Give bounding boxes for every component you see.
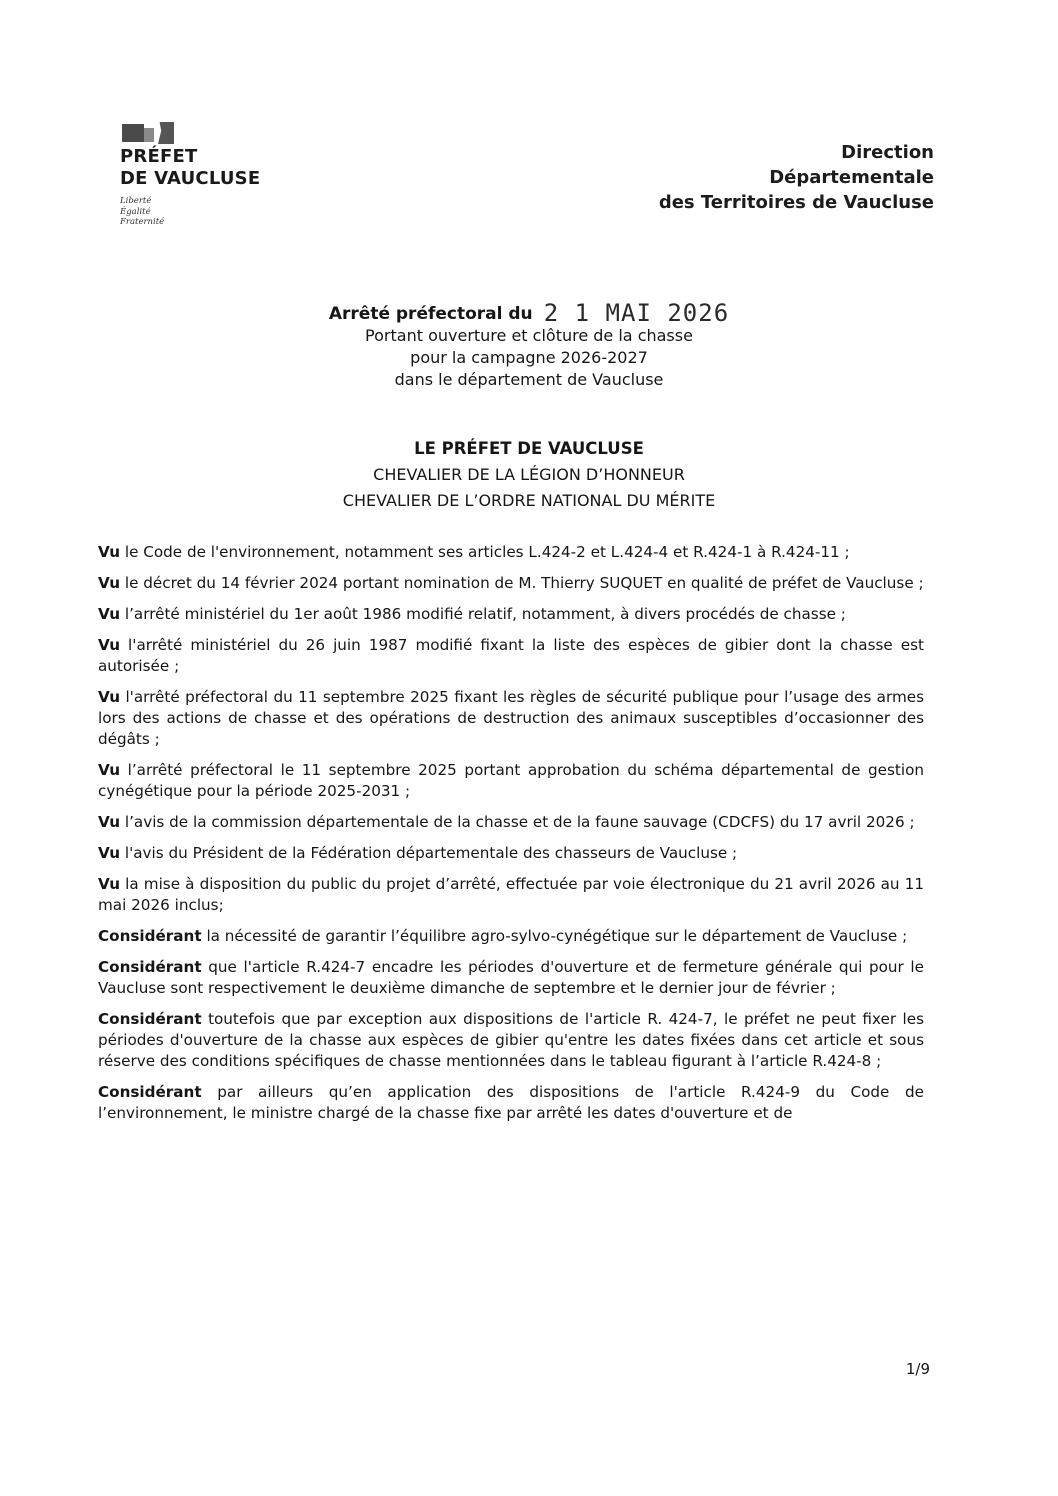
decree-title bbox=[0, 300, 1058, 391]
prefet-honor-line: CHEVALIER DE L’ORDRE NATIONAL DU MÉRITE bbox=[342, 491, 716, 510]
devise-line: Liberté bbox=[120, 196, 152, 206]
clause-text: l'arrêté ministériel du 26 juin 1987 modifié fixant la liste des espèces de gibier dont la chasse est autorisée ; bbox=[98, 636, 924, 675]
prefet-heading bbox=[0, 436, 1058, 514]
title-subline: Portant ouverture et clôture de la chasse bbox=[365, 326, 693, 345]
devise-line: Fraternité bbox=[120, 217, 165, 227]
direction-line: Direction bbox=[841, 142, 934, 163]
preamble-clauses bbox=[98, 542, 924, 1134]
clause-keyword: Vu bbox=[98, 605, 121, 623]
clause-text: le Code de l'environnement, notamment ses articles L.424-2 et L.424-4 et R.424-1 à R.424-11 ; bbox=[120, 543, 850, 561]
clause-keyword: Vu bbox=[98, 636, 121, 654]
clause-text: l’arrêté ministériel du 1er août 1986 modifié relatif, notamment, à divers procédés de chasse ; bbox=[120, 605, 846, 623]
clause-keyword: Vu bbox=[98, 813, 121, 831]
marianne-emblem-icon bbox=[120, 122, 178, 146]
clause bbox=[98, 604, 924, 625]
page-number: 1/9 bbox=[905, 1360, 930, 1378]
devise-line: Égalité bbox=[120, 206, 151, 217]
clause bbox=[98, 843, 924, 864]
logo-line-2: DE VAUCLUSE bbox=[120, 168, 261, 189]
clause bbox=[98, 812, 924, 833]
clause-keyword: Considérant bbox=[98, 1010, 202, 1028]
clause-keyword: Vu bbox=[98, 844, 121, 862]
clause bbox=[98, 1009, 924, 1072]
clause bbox=[98, 926, 924, 947]
clause-text: que l'article R.424-7 encadre les périodes d'ouverture et de fermeture générale qui pour le Vaucluse sont respectivement le deuxième dimanche de septembre et le dernier jour de février ; bbox=[98, 958, 924, 997]
prefet-logo bbox=[120, 122, 320, 228]
clause-keyword: Considérant bbox=[98, 1083, 202, 1101]
clause-text: par ailleurs qu’en application des dispositions de l'article R.424-9 du Code de l’environnement, le ministre chargé de la chasse fixe par arrêté les dates d'ouverture et de bbox=[98, 1083, 924, 1122]
title-subline: pour la campagne 2026-2027 bbox=[410, 348, 648, 367]
clause bbox=[98, 957, 924, 999]
clause bbox=[98, 1082, 924, 1124]
clause bbox=[98, 542, 924, 563]
clause-text: l’avis de la commission départementale de la chasse et de la faune sauvage (CDCFS) du 17 avril 2026 ; bbox=[120, 813, 915, 831]
clause-keyword: Vu bbox=[98, 688, 121, 706]
direction-line: des Territoires de Vaucluse bbox=[658, 192, 934, 213]
clause-keyword: Considérant bbox=[98, 958, 202, 976]
direction-line: Départementale bbox=[769, 167, 934, 188]
clause bbox=[98, 635, 924, 677]
title-main: Arrêté préfectoral du bbox=[328, 304, 533, 324]
clause-keyword: Considérant bbox=[98, 927, 202, 945]
clause-text: la mise à disposition du public du projet d’arrêté, effectuée par voie électronique du 21 avril 2026 au 11 mai 2026 inclus; bbox=[98, 875, 924, 914]
devise bbox=[120, 196, 320, 228]
title-subline: dans le département de Vaucluse bbox=[394, 370, 664, 389]
clause-text: l'arrêté préfectoral du 11 septembre 2025 fixant les règles de sécurité publique pour l’usage des armes lors des actions de chasse et des opérations de destruction des animaux susceptibles d’occasionner des dégâts ; bbox=[98, 688, 924, 748]
clause-text: l’arrêté préfectoral le 11 septembre 2025 portant approbation du schéma départemental de gestion cynégétique pour la période 2025-2031 ; bbox=[98, 761, 924, 800]
logo-line-1: PRÉFET bbox=[120, 146, 198, 167]
clause-keyword: Vu bbox=[98, 875, 121, 893]
issuing-direction bbox=[659, 140, 934, 215]
clause-text: toutefois que par exception aux dispositions de l'article R. 424-7, le préfet ne peut fixer les périodes d'ouverture de la chasse aux espèces de gibier qu'entre les dates fixées dans cet article et sous réserve des conditions spécifiques de chasse mentionnées dans le tableau figurant à l’article R.424-8 ; bbox=[98, 1010, 924, 1070]
prefet-heading-main: LE PRÉFET DE VAUCLUSE bbox=[414, 439, 644, 458]
clause-text: la nécessité de garantir l’équilibre agro-sylvo-cynégétique sur le département de Vaucluse ; bbox=[201, 927, 908, 945]
clause bbox=[98, 687, 924, 750]
clause-keyword: Vu bbox=[98, 543, 121, 561]
clause-text: le décret du 14 février 2024 portant nomination de M. Thierry SUQUET en qualité de préfet de Vaucluse ; bbox=[120, 574, 924, 592]
clause bbox=[98, 760, 924, 802]
date-stamp: 2 1 MAI 2026 bbox=[543, 299, 730, 327]
clause bbox=[98, 573, 924, 594]
clause-text: l'avis du Président de la Fédération départementale des chasseurs de Vaucluse ; bbox=[120, 844, 738, 862]
clause-keyword: Vu bbox=[98, 761, 121, 779]
clause bbox=[98, 874, 924, 916]
clause-keyword: Vu bbox=[98, 574, 121, 592]
prefet-honor-line: CHEVALIER DE LA LÉGION D’HONNEUR bbox=[373, 465, 685, 484]
